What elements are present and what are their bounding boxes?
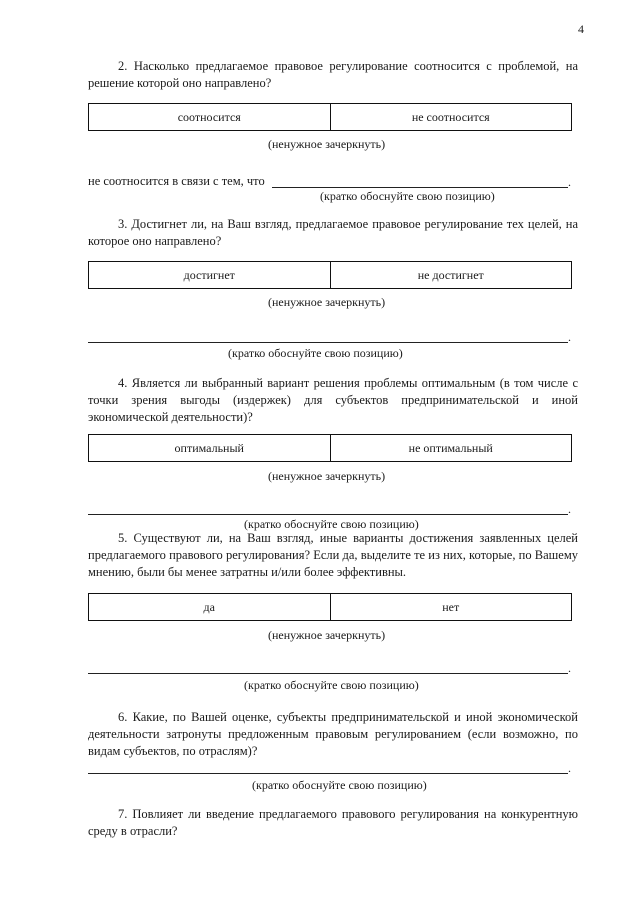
q3-answer-line[interactable] [88, 342, 568, 343]
question-2-options [88, 103, 572, 131]
q3-strike-hint: (ненужное зачеркнуть) [268, 295, 386, 309]
q3-justify-hint: (кратко обоснуйте свою позицию) [228, 346, 403, 360]
q6-line-end: . [568, 761, 571, 775]
q3-line-end: . [568, 330, 571, 344]
q4-justify-hint: (кратко обоснуйте свою позицию) [244, 517, 419, 531]
q5-answer-line[interactable] [88, 673, 568, 674]
q2-answer-line[interactable] [272, 187, 568, 188]
question-7-text: 7. Повлияет ли введение предлагаемого правового регулирования на конкурентную среду в отрасли? [88, 807, 578, 838]
q6-answer-line[interactable] [88, 773, 568, 774]
q4-option-not-optimal[interactable]: не оптимальный [330, 435, 572, 461]
q2-line-end: . [568, 175, 571, 189]
q3-option-achieve[interactable]: достигнет [183, 267, 235, 282]
q5-strike-hint: (ненужное зачеркнуть) [268, 628, 386, 642]
question-2-text: 2. Насколько предлагаемое правовое регулирование соотносится с проблемой, на решение которой оно направлено? [88, 59, 578, 90]
page-number: 4 [578, 22, 584, 36]
q2-option-disagree[interactable]: не соотносится [330, 104, 572, 130]
q5-justify-hint: (кратко обоснуйте свою позицию) [244, 678, 419, 692]
question-4-options [88, 434, 572, 462]
q6-justify-hint: (кратко обоснуйте свою позицию) [252, 778, 427, 792]
question-6-text: 6. Какие, по Вашей оценке, субъекты предпринимательской и иной экономической деятельности затронуты предложенным правовым регулированием (если возможно, по видам субъектов, по отраслям)? [88, 710, 578, 758]
q2-justify-hint: (кратко обоснуйте свою позицию) [320, 189, 495, 203]
q2-option-agree[interactable]: соотносится [177, 109, 241, 124]
q4-answer-line[interactable] [88, 514, 568, 515]
question-5-options [88, 593, 572, 621]
question-5-text: 5. Существуют ли, на Ваш взгляд, иные варианты достижения заявленных целей предлагаемого правового регулирования? Если да, выделите те из них, которые, по Вашему мнению, были бы менее затратны и/или более эффективны. [88, 531, 578, 579]
q2-followup-lead: не соотносится в связи с тем, что [88, 174, 265, 188]
q4-line-end: . [568, 502, 571, 516]
question-4-text: 4. Является ли выбранный вариант решения проблемы оптимальным (в том числе с точки зрения выгоды (издержек) для субъектов предпринимательской и иной экономической деятельности)? [88, 376, 578, 424]
q5-line-end: . [568, 661, 571, 675]
q5-option-yes[interactable]: да [203, 599, 215, 614]
q2-strike-hint: (ненужное зачеркнуть) [268, 137, 386, 151]
question-3-options [88, 261, 572, 289]
q4-option-optimal[interactable]: оптимальный [174, 440, 244, 455]
question-3-text: 3. Достигнет ли, на Ваш взгляд, предлагаемое правовое регулирование тех целей, на которое оно направлено? [88, 217, 578, 248]
q4-strike-hint: (ненужное зачеркнуть) [268, 469, 386, 483]
q3-option-not-achieve[interactable]: не достигнет [330, 262, 572, 288]
q5-option-no[interactable]: нет [330, 594, 572, 620]
